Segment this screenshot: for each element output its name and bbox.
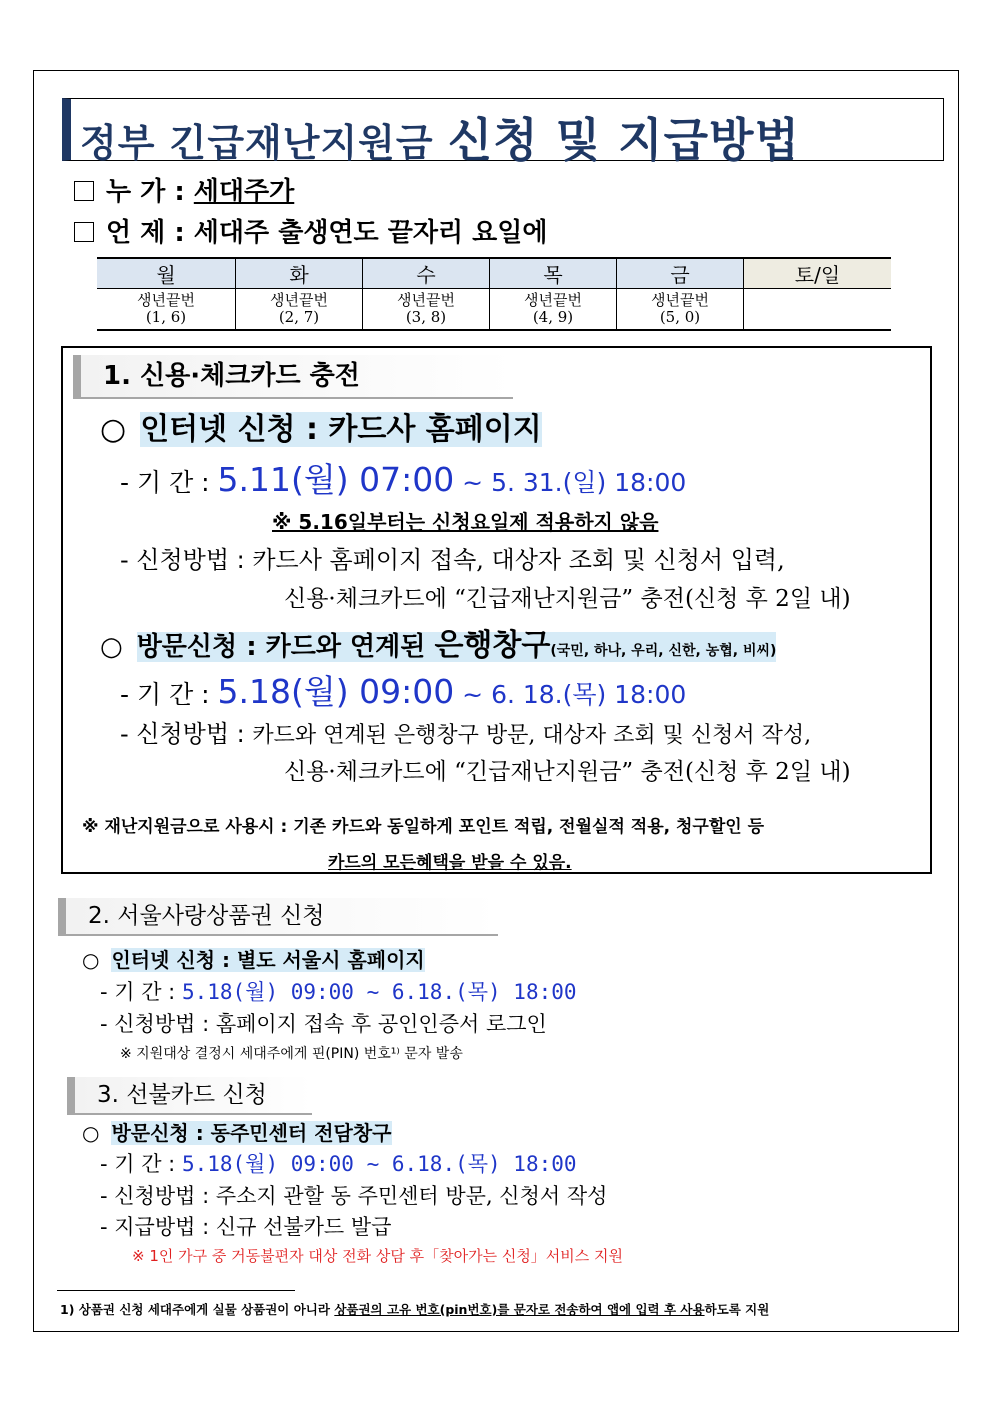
sec1-a-period-start: 5.11(월) 07:00 — [217, 460, 455, 499]
schedule-cell: 생년끝번 (1, 6) — [97, 289, 236, 331]
sec2-title: 인터넷 신청 : 별도 서울시 홈페이지 — [111, 948, 425, 972]
sec2-period: 5.18(월) 09:00 ~ 6.18.(목) 18:00 — [181, 980, 577, 1004]
sec1-b-title-big: 은행창구 — [434, 628, 551, 663]
section1-heading: 1. 신용·체크카드 충전 — [73, 355, 513, 399]
sec1-note-line1: ※ 재난지원금으로 사용시 : 기존 카드와 동일하게 포인트 적립, 전월실적 적용, 청구할인 등 — [82, 817, 765, 837]
sec1-b-period-start: 5.18(월) 09:00 — [217, 672, 455, 711]
sec3-title-row: ○ 방문신청 : 동주민센터 전담창구 — [82, 1121, 392, 1145]
section2-heading: 2. 서울사랑상품권 신청 — [58, 898, 498, 936]
sec1-b-banks: (국민, 하나, 우리, 신한, 농협, 비씨) — [550, 643, 777, 659]
section3-heading: 3. 선불카드 신청 — [67, 1077, 312, 1115]
sec3-note: ※ 1인 가구 중 거동불편자 대상 전화 상담 후「찾아가는 신청」서비스 지원 — [132, 1247, 624, 1265]
sec1-a-period-row — [120, 454, 686, 501]
sec1-note-line2: 카드의 모든혜택을 받을 수 있음. — [328, 853, 572, 873]
checkbox-icon — [74, 222, 94, 242]
day-wed: 수 — [363, 258, 490, 289]
who-row — [74, 171, 294, 208]
sec1-b-title: 방문신청 : 카드와 연계된 — [136, 632, 435, 662]
when-row — [74, 212, 547, 249]
sec1-b-method-row — [120, 714, 811, 749]
when-label: 언 제 : — [106, 218, 194, 248]
schedule-cell: 생년끝번 (5, 0) — [617, 289, 744, 331]
sec1-a-title: 인터넷 신청 : 카드사 홈페이지 — [140, 412, 542, 447]
sec1-a-period-end: ~ 5. 31.(일) 18:00 — [454, 468, 687, 497]
schedule-table — [97, 257, 891, 331]
who-value: 세대주가 — [193, 177, 295, 207]
schedule-number-row — [97, 289, 891, 331]
sec3-method-row — [100, 1180, 607, 1210]
sec1-b-method-line2: 신용·체크카드에 “긴급재난지원금” 충전(신청 후 2일 내) — [284, 759, 851, 785]
schedule-header-row — [97, 258, 891, 289]
sec2-method-row — [100, 1008, 547, 1038]
day-fri: 금 — [617, 258, 744, 289]
who-label: 누 가 : — [106, 177, 194, 207]
sec1-a-method-line1: 카드사 홈페이지 접속, 대상자 조회 및 신청서 입력, — [252, 546, 785, 574]
checkbox-icon — [74, 181, 94, 201]
sec3-title: 방문신청 : 동주민센터 전담창구 — [111, 1121, 392, 1145]
sec1-b-period-end: ~ 6. 18.(목) 18:00 — [454, 680, 687, 709]
sec1-a-method-line2: 신용·체크카드에 “긴급재난지원금” 충전(신청 후 2일 내) — [284, 586, 851, 612]
sec1-a-title-row: ○ 인터넷 신청 : 카드사 홈페이지 — [100, 412, 542, 447]
day-tue: 화 — [236, 258, 363, 289]
footnote: 1) 상품권 신청 세대주에게 실물 상품권이 아니라 상품권의 고유 번호(pin번호)를 문자로 전송하여 앱에 입력 후 사용하도록 지원 — [60, 1302, 770, 1317]
sec1-a-method-row — [120, 540, 785, 575]
method-label: - 신청방법 : — [100, 1012, 216, 1036]
sec1-a-note: ※ 5.16일부터는 신청요일제 적용하지 않음 — [272, 510, 659, 534]
sec1-b-period-row — [120, 666, 686, 713]
title-part2: 신청 및 지급방법 — [447, 113, 800, 167]
method-label: - 신청방법 : — [100, 1184, 216, 1208]
page-title — [80, 104, 800, 170]
sec3-pay: 신규 선불카드 발급 — [215, 1215, 392, 1239]
period-label: - 기 간 : — [100, 980, 182, 1004]
title-part1: 정부 긴급재난지원금 — [80, 121, 448, 165]
pay-label: - 지급방법 : — [100, 1215, 216, 1239]
schedule-cell: 생년끝번 (3, 8) — [363, 289, 490, 331]
method-label: - 신청방법 : — [120, 720, 253, 748]
period-label: - 기 간 : — [120, 680, 218, 709]
sec2-title-row: ○ 인터넷 신청 : 별도 서울시 홈페이지 — [82, 948, 425, 972]
sec3-method: 주소지 관할 동 주민센터 방문, 신청서 작성 — [215, 1184, 608, 1208]
schedule-cell: 생년끝번 (2, 7) — [236, 289, 363, 331]
sec3-pay-row — [100, 1211, 391, 1241]
sec1-b-method-line1: 카드와 연계된 은행창구 방문, 대상자 조회 및 신청서 작성, — [252, 723, 812, 748]
day-mon: 월 — [97, 258, 236, 289]
schedule-cell-empty — [744, 289, 892, 331]
day-weekend: 토/일 — [744, 258, 892, 289]
sec1-b-title-row: ○ 방문신청 : 카드와 연계된 은행창구(국민, 하나, 우리, 신한, 농협, 비씨) — [100, 628, 777, 663]
sec2-period-row — [100, 976, 577, 1006]
method-label: - 신청방법 : — [120, 546, 253, 574]
period-label: - 기 간 : — [120, 468, 218, 497]
day-thu: 목 — [490, 258, 617, 289]
sec2-note: ※ 지원대상 결정시 세대주에게 핀(PIN) 번호¹⁾ 문자 발송 — [120, 1046, 463, 1062]
period-label: - 기 간 : — [100, 1152, 182, 1176]
footnote-divider — [57, 1290, 295, 1291]
sec3-period-row — [100, 1148, 577, 1178]
schedule-cell: 생년끝번 (4, 9) — [490, 289, 617, 331]
sec3-period: 5.18(월) 09:00 ~ 6.18.(목) 18:00 — [181, 1152, 577, 1176]
when-value: 세대주 출생연도 끝자리 요일에 — [193, 218, 548, 248]
sec2-method: 홈페이지 접속 후 공인인증서 로그인 — [215, 1012, 547, 1036]
